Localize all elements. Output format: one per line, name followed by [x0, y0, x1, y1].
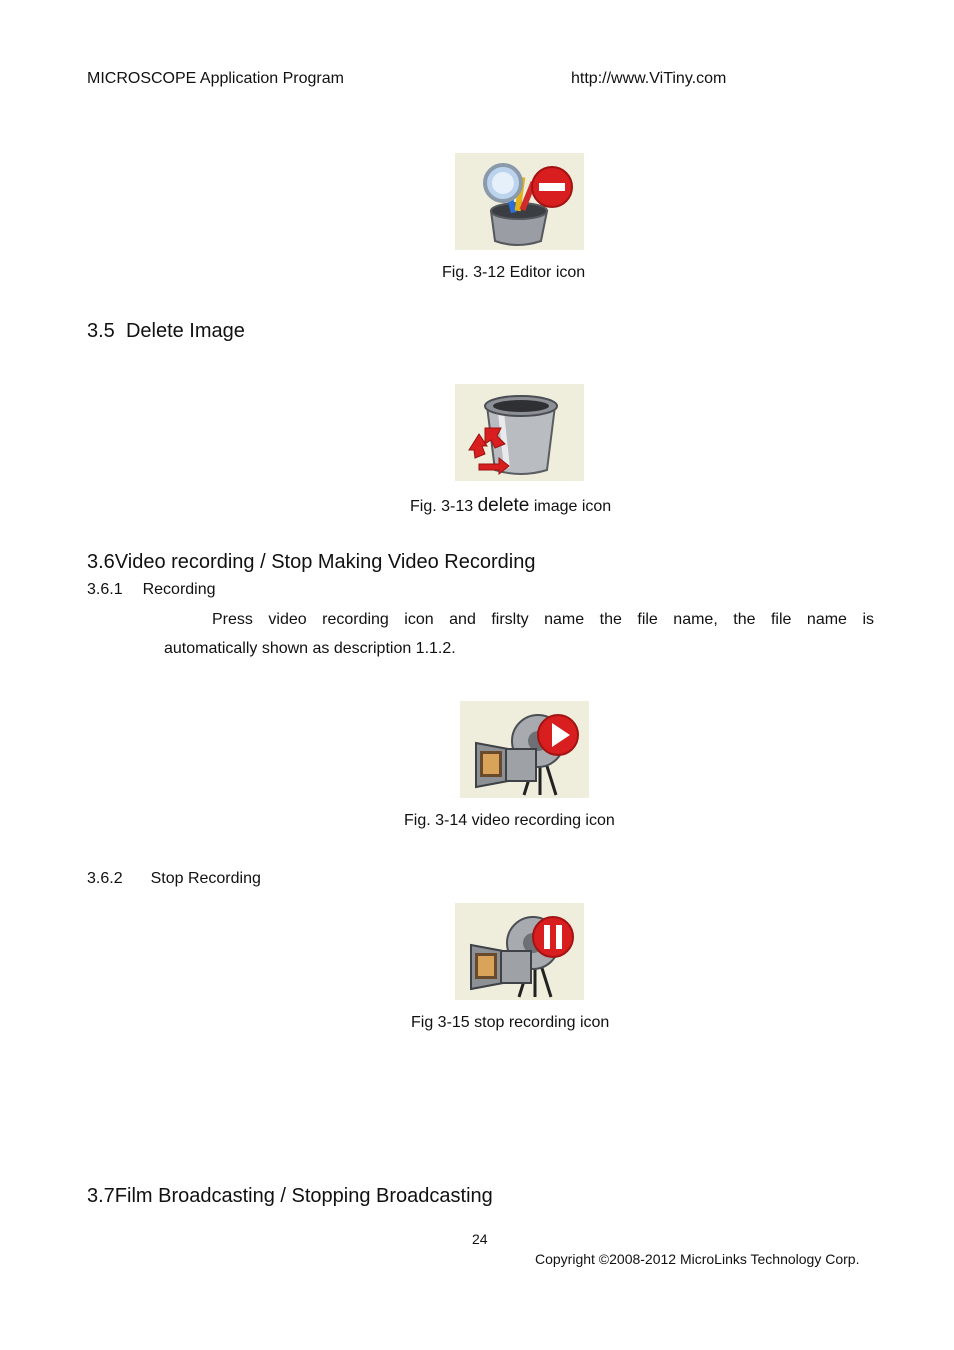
- section-heading-3-6: 3.6Video recording / Stop Making Video Recording: [87, 551, 536, 573]
- subsection-title: Recording: [142, 581, 216, 598]
- video-recording-icon: [460, 701, 589, 798]
- figure-caption-record: Fig. 3-14 video recording icon: [404, 812, 615, 829]
- caption-word: delete: [477, 495, 530, 516]
- paragraph-line: automatically shown as description 1.1.2.: [164, 640, 456, 657]
- subsection-heading-3-6-2: [87, 870, 261, 888]
- page-number: 24: [472, 1231, 488, 1247]
- caption-prefix: Fig. 3-13: [410, 498, 478, 515]
- delete-image-icon: [455, 384, 584, 481]
- header-url: http://www.ViTiny.com: [571, 70, 727, 87]
- section-heading-3-7: 3.7Film Broadcasting / Stopping Broadcasting: [87, 1185, 493, 1207]
- paragraph-recording: [164, 605, 874, 663]
- editor-icon: [455, 153, 584, 250]
- subsection-number: 3.6.1: [87, 581, 123, 598]
- figure-caption-delete: [410, 495, 611, 517]
- figure-caption-stop: Fig 3-15 stop recording icon: [411, 1014, 610, 1031]
- caption-suffix: image icon: [529, 498, 612, 515]
- subsection-number: 3.6.2: [87, 870, 123, 887]
- section-heading-3-5: [87, 320, 245, 343]
- paragraph-line: Press video recording icon and firslty name the file name, the file name is: [212, 611, 874, 628]
- header-title: MICROSCOPE Application Program: [87, 70, 344, 87]
- figure-caption-editor: Fig. 3-12 Editor icon: [442, 264, 586, 281]
- section-number: 3.5: [87, 320, 115, 342]
- subsection-heading-3-6-1: [87, 581, 216, 599]
- subsection-title: Stop Recording: [150, 870, 261, 887]
- section-title: Delete Image: [125, 320, 245, 342]
- copyright: Copyright ©2008-2012 MicroLinks Technology Corp.: [535, 1251, 860, 1267]
- stop-recording-icon: [455, 903, 584, 1000]
